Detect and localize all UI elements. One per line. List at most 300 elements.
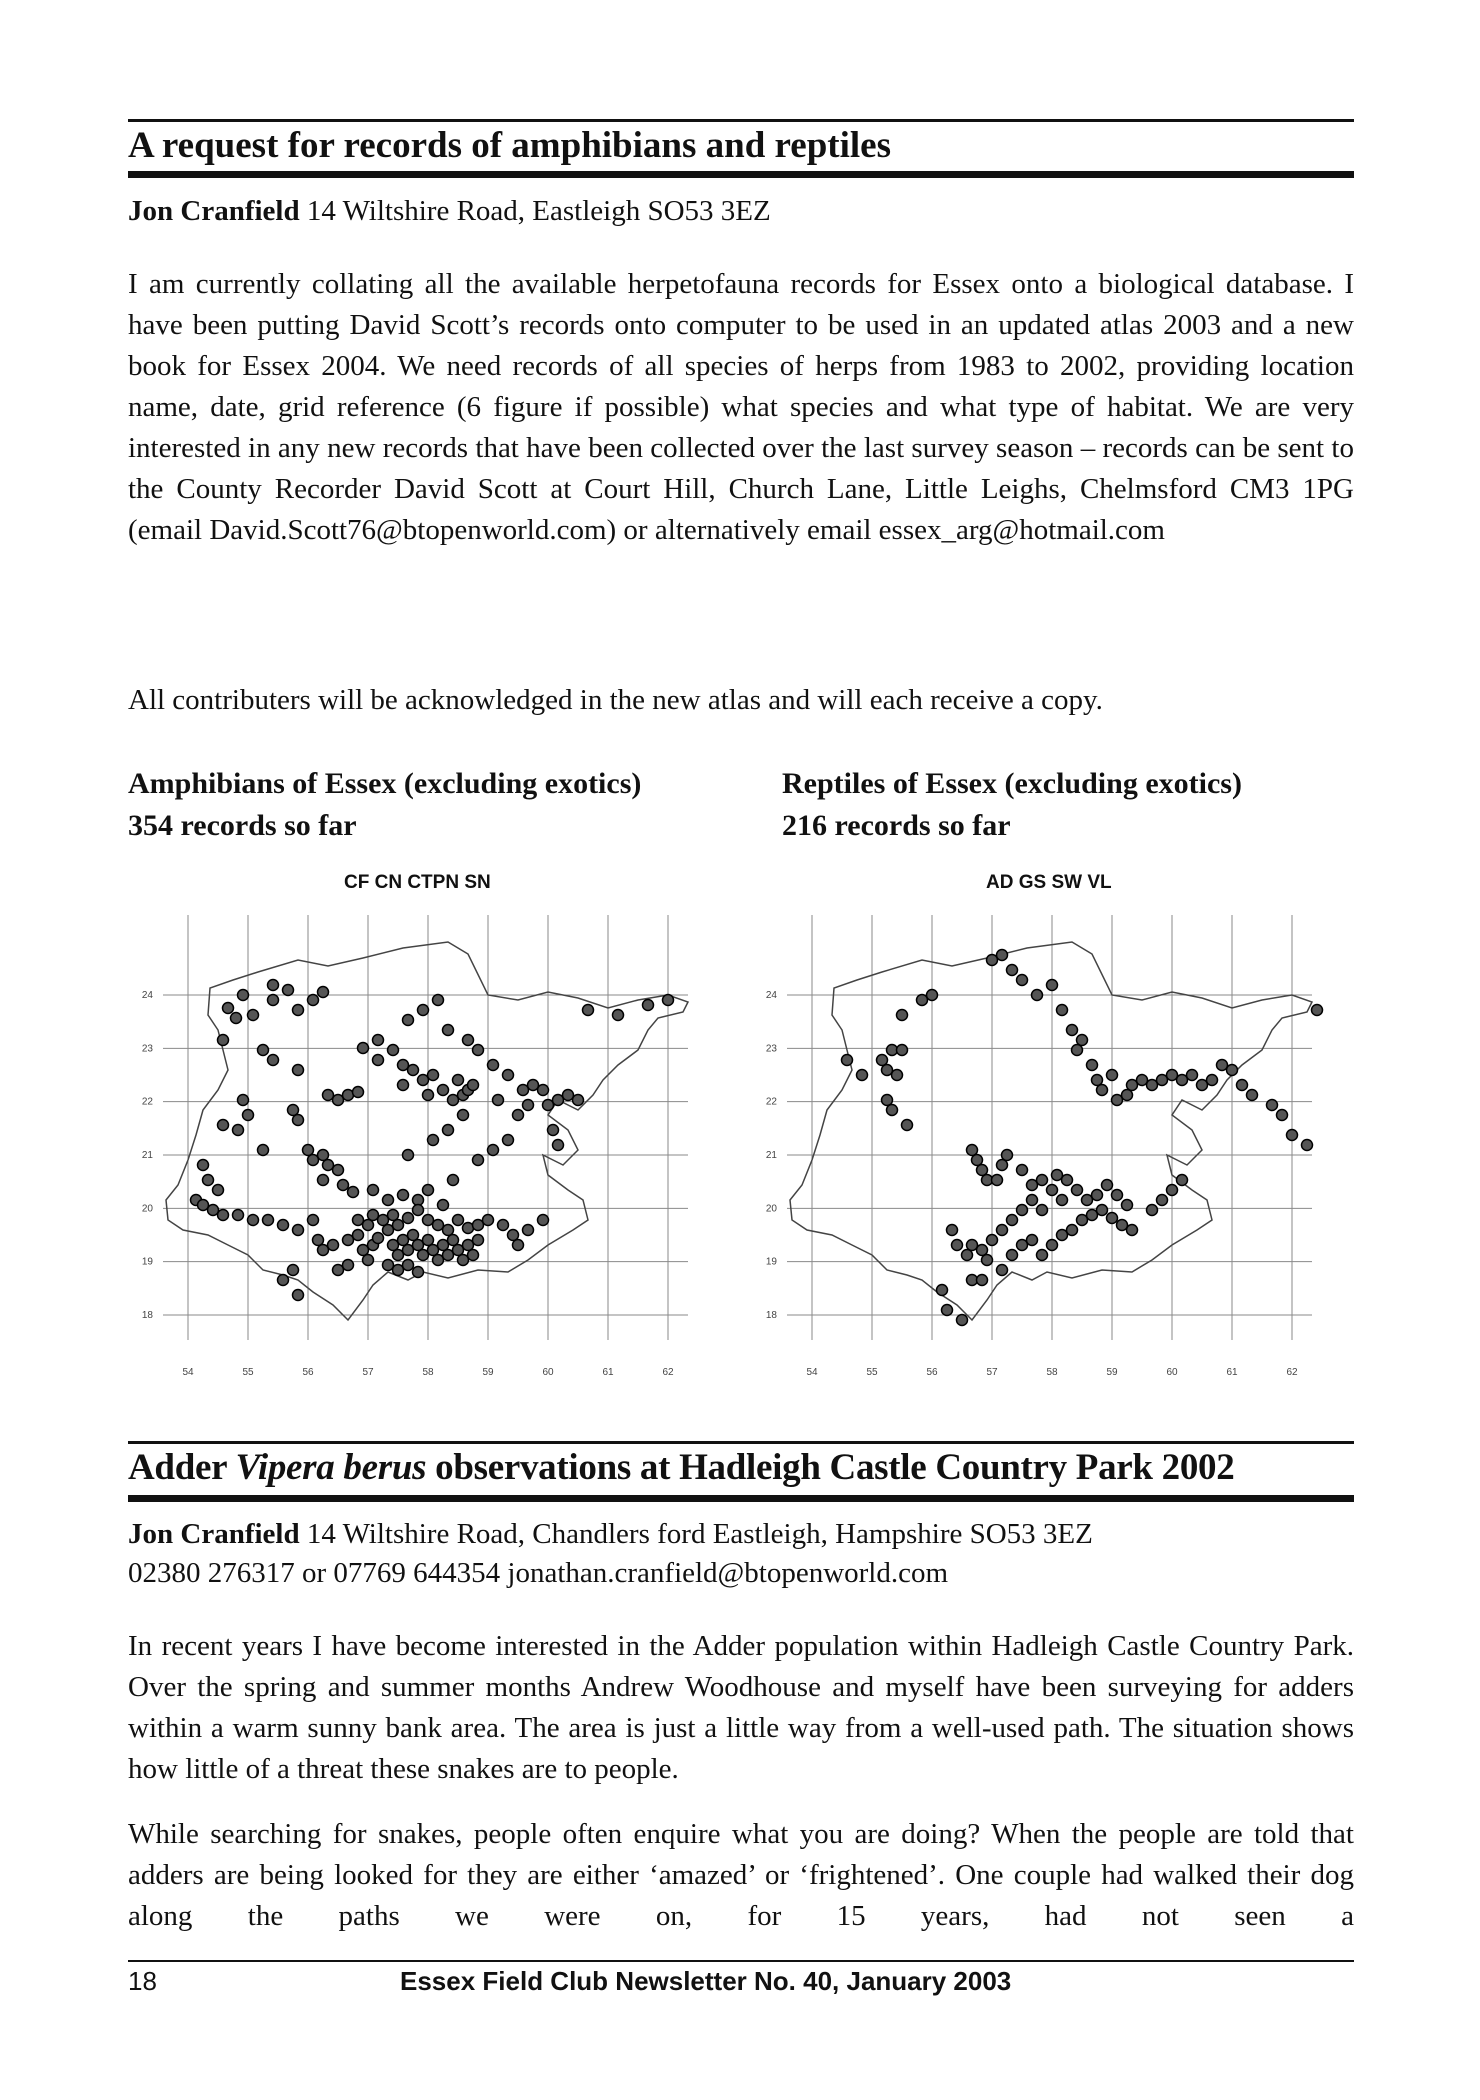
reptile-record-dot [887,1105,898,1116]
amphibian-record-dot [553,1095,564,1106]
reptile-record-dot [997,1160,1008,1171]
amphibian-record-dot [408,1065,419,1076]
amphibian-record-dot [398,1060,409,1071]
reptile-easting-label: 60 [1166,1367,1178,1378]
amphibian-record-dot [433,1220,444,1231]
article1-title-rule [128,171,1354,178]
reptile-record-dot [1277,1110,1288,1121]
article1-title: A request for records of amphibians and reptiles [128,125,891,166]
amphibian-record-dot [363,1255,374,1266]
amphibian-record-dot [343,1235,354,1246]
amphibian-record-dot [468,1080,479,1091]
amphibian-record-dot [403,1245,414,1256]
reptile-record-dot [967,1240,978,1251]
amphibian-record-dot [508,1230,519,1241]
amphibian-record-dot [428,1245,439,1256]
amphibian-record-dot [583,1005,594,1016]
amphibian-record-dot [538,1215,549,1226]
amphibian-northing-label: 22 [141,1096,153,1108]
reptile-record-dot [1107,1213,1118,1224]
reptile-record-dot [1177,1075,1188,1086]
reptile-record-dot [897,1010,908,1021]
reptile-record-dot [1047,1185,1058,1196]
reptile-record-dot [857,1070,868,1081]
amphibian-record-dot [318,1150,329,1161]
reptile-record-dot [1207,1075,1218,1086]
reptile-record-dot [1077,1215,1088,1226]
reptile-record-dot [1067,1225,1078,1236]
amphibian-record-dot [288,1105,299,1116]
reptile-record-dot [897,1045,908,1056]
article2-title [128,1446,1234,1490]
reptile-record-dot [1007,1215,1018,1226]
reptile-record-dot [902,1120,913,1131]
amphibian-record-dot [503,1070,514,1081]
amphibian-easting-label: 58 [422,1367,434,1378]
amphibian-record-dot [643,1000,654,1011]
reptile-record-dot [1122,1200,1133,1211]
amphibian-record-dot [208,1205,219,1216]
amphibian-record-dot [373,1055,384,1066]
reptile-record-dot [997,950,1008,961]
amphibian-record-dot [513,1110,524,1121]
article2-byline [128,1514,1354,1554]
reptile-record-dot [1312,1005,1323,1016]
amphibian-record-dot [403,1150,414,1161]
reptile-record-dot [1007,965,1018,976]
amphibian-record-dot [313,1235,324,1246]
reptile-record-dot [1117,1220,1128,1231]
reptile-record-dot [972,1155,983,1166]
reptile-easting-label: 61 [1226,1367,1238,1378]
reptile-record-dot [1112,1095,1123,1106]
reptile-record-dot [1187,1070,1198,1081]
reptile-record-dot [877,1055,888,1066]
amphibian-record-dot [443,1125,454,1136]
amphibian-record-dot [403,1213,414,1224]
amphibian-record-dot [398,1190,409,1201]
amphibian-record-dot [238,1095,249,1106]
amphibian-record-dot [468,1250,479,1261]
amphibian-record-dot [203,1175,214,1186]
reptile-northing-label: 24 [765,990,777,1001]
amphibian-map-record-count: 354 records so far [128,809,357,842]
amphibian-record-dot [231,1013,242,1024]
amphibian-record-dot [453,1245,464,1256]
footer-rule [128,1960,1354,1962]
reptile-northing-label: 20 [765,1203,777,1215]
reptile-record-dot [1267,1100,1278,1111]
reptile-map-title [782,763,1242,847]
reptile-record-dot [977,1245,988,1256]
amphibian-record-dot [513,1240,524,1251]
article2-address: 14 Wiltshire Road, Chandlers ford Eastleigh, Hampshire SO53 3EZ [306,1518,1093,1550]
reptile-record-dot [1197,1080,1208,1091]
amphibian-record-dot [333,1165,344,1176]
amphibian-record-dot [308,1215,319,1226]
reptile-record-dot [1157,1075,1168,1086]
amphibian-record-dot [393,1265,404,1276]
amphibian-record-dot [423,1235,434,1246]
reptile-record-dot [1102,1180,1113,1191]
amphibian-record-dot [413,1205,424,1216]
reptile-record-dot [1127,1080,1138,1091]
reptile-record-dot [1247,1090,1258,1101]
amphibian-record-dot [523,1100,534,1111]
amphibian-record-dot [308,995,319,1006]
reptile-record-dot [942,1305,953,1316]
amphibian-record-dot [403,1260,414,1271]
amphibian-record-dot [268,1055,279,1066]
reptile-record-dot [1017,975,1028,986]
reptile-northing-label: 21 [765,1150,777,1161]
reptile-record-dot [1077,1035,1088,1046]
article1-paragraph-1: I am currently collating all the available herpetofauna records for Essex onto a biological database. I have been putting David Scott’s records onto computer to be used in an updated atlas 2003 and a new book for Essex 2004. We need records of all species of herps from 1983 to 2002, providing location name, date, grid reference (6 figure if possible) what species and what type of habitat. We are very interested in any new records that have been collected over the last survey season – records can be sent to the County Recorder David Scott at Court Hill, Church Lane, Little Leighs, Chelmsford CM3 1PG (email David.Scott76@btopenworld.com) or alternatively email essex_arg@hotmail.com [128,268,1354,546]
amphibian-easting-label: 55 [242,1367,254,1378]
reptile-record-dot [1167,1185,1178,1196]
amphibian-record-dot [303,1145,314,1156]
amphibian-record-dot [388,1210,399,1221]
reptile-record-dot [977,1275,988,1286]
article2-title-pre: Adder [128,1447,236,1488]
amphibian-record-dot [423,1090,434,1101]
amphibian-record-dot [663,995,674,1006]
reptile-record-dot [997,1265,1008,1276]
article2-title-rule [128,1495,1354,1502]
amphibian-record-dot [463,1240,474,1251]
amphibian-record-dot [473,1235,484,1246]
reptile-record-dot [1027,1235,1038,1246]
amphibian-record-dot [473,1220,484,1231]
reptile-record-dot [1047,980,1058,991]
amphibian-record-dot [278,1275,289,1286]
amphibian-record-dot [353,1230,364,1241]
reptile-record-dot [1167,1070,1178,1081]
amphibian-record-dot [358,1245,369,1256]
amphibian-record-dot [293,1005,304,1016]
reptile-record-dot [1217,1060,1228,1071]
reptile-record-dot [977,1165,988,1176]
reptile-record-dot [842,1055,853,1066]
reptile-record-dot [967,1145,978,1156]
reptile-easting-label: 57 [986,1367,998,1378]
amphibian-record-dot [443,1025,454,1036]
amphibian-record-dot [503,1135,514,1146]
footer-publication: Essex Field Club Newsletter No. 40, January 2003 [400,1966,1012,1996]
amphibian-record-dot [358,1043,369,1054]
amphibian-record-dot [343,1260,354,1271]
amphibian-record-dot [493,1095,504,1106]
amphibian-record-dot [498,1220,509,1231]
amphibian-record-dot [323,1090,334,1101]
amphibian-record-dot [378,1215,389,1226]
reptile-county-outline [790,942,1312,1320]
amphibian-record-dot [488,1145,499,1156]
amphibian-record-dot [418,1075,429,1086]
amphibian-record-dot [428,1135,439,1146]
amphibian-record-dot [233,1210,244,1221]
amphibian-record-dot [393,1220,404,1231]
amphibian-northing-label: 20 [141,1203,153,1215]
reptile-record-dot [1047,1240,1058,1251]
reptile-record-dot [927,990,938,1001]
amphibian-record-dot [483,1215,494,1226]
article1-paragraph-2: All contributers will be acknowledged in the new atlas and will each receive a copy. [128,684,1103,716]
amphibian-record-dot [293,1115,304,1126]
reptile-record-dot [1227,1065,1238,1076]
reptile-record-dot [882,1095,893,1106]
reptile-record-dot [1037,1205,1048,1216]
amphibian-record-dot [413,1267,424,1278]
amphibian-record-dot [428,1070,439,1081]
amphibian-record-dot [318,1245,329,1256]
reptile-northing-label: 23 [765,1043,777,1055]
amphibian-record-dot [383,1225,394,1236]
reptile-record-dot [1062,1175,1073,1186]
article1-address: 14 Wiltshire Road, Eastleigh SO53 3EZ [306,195,771,227]
amphibian-record-dot [448,1095,459,1106]
amphibian-record-dot [438,1200,449,1211]
amphibian-record-dot [443,1250,454,1261]
amphibian-record-dot [473,1045,484,1056]
reptile-record-dot [1007,1250,1018,1261]
amphibian-record-dot [338,1180,349,1191]
amphibian-record-dot [243,1110,254,1121]
reptile-record-dot [1097,1085,1108,1096]
amphibian-record-dot [198,1160,209,1171]
amphibian-record-dot [293,1225,304,1236]
reptile-record-dot [1097,1205,1108,1216]
amphibian-record-dot [518,1085,529,1096]
amphibian-record-dot [613,1010,624,1021]
amphibian-record-dot [573,1095,584,1106]
amphibian-record-dot [403,1015,414,1026]
reptile-record-dot [917,995,928,1006]
reptile-record-dot [952,1240,963,1251]
amphibian-record-dot [453,1215,464,1226]
amphibian-record-dot [213,1185,224,1196]
reptile-record-dot [1057,1195,1068,1206]
amphibian-record-dot [423,1185,434,1196]
amphibian-record-dot [413,1240,424,1251]
amphibian-map-legend: CF CN CTPN SN [344,872,491,893]
amphibian-record-dot [318,1175,329,1186]
reptile-record-dot [1027,1195,1038,1206]
amphibian-distribution-map [128,900,728,1380]
amphibian-record-dot [398,1080,409,1091]
reptile-record-dot [962,1250,973,1261]
amphibian-record-dot [328,1240,339,1251]
amphibian-northing-label: 19 [141,1256,153,1268]
reptile-record-dot [1017,1240,1028,1251]
article2-title-species: Vipera berus [235,1447,427,1488]
reptile-easting-label: 56 [926,1367,938,1378]
amphibian-record-dot [463,1035,474,1046]
reptile-record-dot [1017,1165,1028,1176]
reptile-record-dot [982,1255,993,1266]
reptile-record-dot [1087,1060,1098,1071]
amphibian-northing-label: 18 [141,1310,153,1321]
amphibian-record-dot [348,1187,359,1198]
reptile-easting-label: 55 [866,1367,878,1378]
article2-title-post: observations at Hadleigh Castle Country Park 2002 [426,1447,1235,1488]
reptile-record-dot [1237,1080,1248,1091]
reptile-easting-label: 62 [1286,1367,1298,1378]
amphibian-northing-label: 24 [141,990,153,1001]
amphibian-easting-label: 54 [182,1367,194,1378]
article1-author: Jon Cranfield [128,195,300,227]
reptile-record-dot [947,1225,958,1236]
amphibian-easting-label: 60 [542,1367,554,1378]
amphibian-record-dot [523,1225,534,1236]
reptile-record-dot [987,1235,998,1246]
reptile-easting-label: 58 [1046,1367,1058,1378]
amphibian-record-dot [258,1145,269,1156]
reptile-map-record-count: 216 records so far [782,809,1011,842]
reptile-record-dot [1067,1025,1078,1036]
amphibian-record-dot [448,1175,459,1186]
article1-byline [128,191,1354,231]
amphibian-record-dot [453,1075,464,1086]
amphibian-easting-label: 57 [362,1367,374,1378]
amphibian-record-dot [528,1080,539,1091]
amphibian-record-dot [373,1035,384,1046]
reptile-record-dot [1037,1250,1048,1261]
amphibian-easting-label: 56 [302,1367,314,1378]
amphibian-record-dot [368,1185,379,1196]
amphibian-record-dot [353,1087,364,1098]
amphibian-record-dot [368,1210,379,1221]
amphibian-record-dot [388,1045,399,1056]
reptile-record-dot [1122,1090,1133,1101]
amphibian-record-dot [258,1045,269,1056]
amphibian-record-dot [543,1100,554,1111]
reptile-map-legend: AD GS SW VL [986,872,1112,893]
amphibian-record-dot [553,1140,564,1151]
amphibian-record-dot [323,1160,334,1171]
reptile-record-dot [997,1225,1008,1236]
reptile-record-dot [1027,1180,1038,1191]
reptile-northing-label: 18 [765,1310,777,1321]
amphibian-map-title [128,763,641,847]
reptile-map-title-line1: Reptiles of Essex (excluding exotics) [782,767,1242,800]
amphibian-record-dot [198,1200,209,1211]
amphibian-record-dot [363,1220,374,1231]
reptile-northing-label: 19 [765,1256,777,1268]
amphibian-record-dot [333,1265,344,1276]
reptile-record-dot [957,1315,968,1326]
reptile-record-dot [892,1070,903,1081]
amphibian-record-dot [438,1240,449,1251]
reptile-record-dot [1002,1150,1013,1161]
amphibian-record-dot [393,1250,404,1261]
amphibian-record-dot [418,1250,429,1261]
reptile-northing-label: 22 [765,1096,777,1108]
reptile-record-dot [1107,1070,1118,1081]
reptile-record-dot [1082,1195,1093,1206]
amphibian-record-dot [563,1090,574,1101]
amphibian-easting-label: 61 [602,1367,614,1378]
amphibian-record-dot [373,1233,384,1244]
reptile-record-dot [1302,1140,1313,1151]
amphibian-record-dot [268,980,279,991]
reptile-record-dot [1087,1210,1098,1221]
reptile-record-dot [937,1285,948,1296]
amphibian-record-dot [293,1290,304,1301]
amphibian-record-dot [388,1240,399,1251]
amphibian-record-dot [423,1215,434,1226]
reptile-record-dot [1057,1005,1068,1016]
reptile-record-dot [987,955,998,966]
article2-paragraph-2: While searching for snakes, people often enquire what you are doing? When the people are told that adders are being looked for they are either ‘amazed’ or ‘frightened’. One couple had walked their dog along the paths we were on, for 15 years, had not seen a [128,1818,1354,1932]
reptile-record-dot [1032,990,1043,1001]
reptile-record-dot [1057,1230,1068,1241]
amphibian-record-dot [398,1235,409,1246]
reptile-record-dot [1147,1205,1158,1216]
amphibian-record-dot [383,1195,394,1206]
article1-top-rule [128,119,1354,122]
amphibian-record-dot [458,1110,469,1121]
amphibian-record-dot [283,985,294,996]
amphibian-record-dot [278,1220,289,1231]
article2-contact: 02380 276317 or 07769 644354 jonathan.cranfield@btopenworld.com [128,1557,949,1589]
amphibian-record-dot [288,1265,299,1276]
page-number: 18 [128,1966,157,1996]
reptile-easting-label: 59 [1106,1367,1118,1378]
amphibian-map-title-line1: Amphibians of Essex (excluding exotics) [128,767,642,800]
amphibian-record-dot [488,1060,499,1071]
amphibian-record-dot [473,1155,484,1166]
amphibian-northing-label: 23 [141,1043,153,1055]
reptile-record-dot [1177,1175,1188,1186]
reptile-record-dot [1052,1170,1063,1181]
amphibian-record-dot [218,1035,229,1046]
reptile-record-dot [1072,1185,1083,1196]
amphibian-record-dot [233,1125,244,1136]
amphibian-record-dot [383,1260,394,1271]
reptile-record-dot [1017,1205,1028,1216]
amphibian-record-dot [218,1210,229,1221]
amphibian-record-dot [238,990,249,1001]
article2-top-rule [128,1441,1354,1444]
amphibian-record-dot [408,1230,419,1241]
reptile-record-dot [1127,1225,1138,1236]
amphibian-record-dot [458,1255,469,1266]
reptile-distribution-map [752,900,1352,1380]
amphibian-record-dot [433,1255,444,1266]
amphibian-record-dot [418,1005,429,1016]
amphibian-record-dot [443,1225,454,1236]
amphibian-easting-label: 62 [662,1367,674,1378]
amphibian-easting-label: 59 [482,1367,494,1378]
reptile-record-dot [1037,1175,1048,1186]
amphibian-record-dot [318,987,329,998]
amphibian-record-dot [548,1125,559,1136]
reptile-record-dot [992,1175,1003,1186]
reptile-record-dot [1072,1045,1083,1056]
reptile-easting-label: 54 [806,1367,818,1378]
reptile-record-dot [1147,1080,1158,1091]
amphibian-record-dot [353,1215,364,1226]
reptile-record-dot [1092,1075,1103,1086]
amphibian-record-dot [218,1120,229,1131]
amphibian-record-dot [538,1085,549,1096]
amphibian-record-dot [308,1155,319,1166]
amphibian-record-dot [333,1095,344,1106]
amphibian-northing-label: 21 [141,1150,153,1161]
amphibian-record-dot [248,1010,259,1021]
amphibian-record-dot [293,1065,304,1076]
